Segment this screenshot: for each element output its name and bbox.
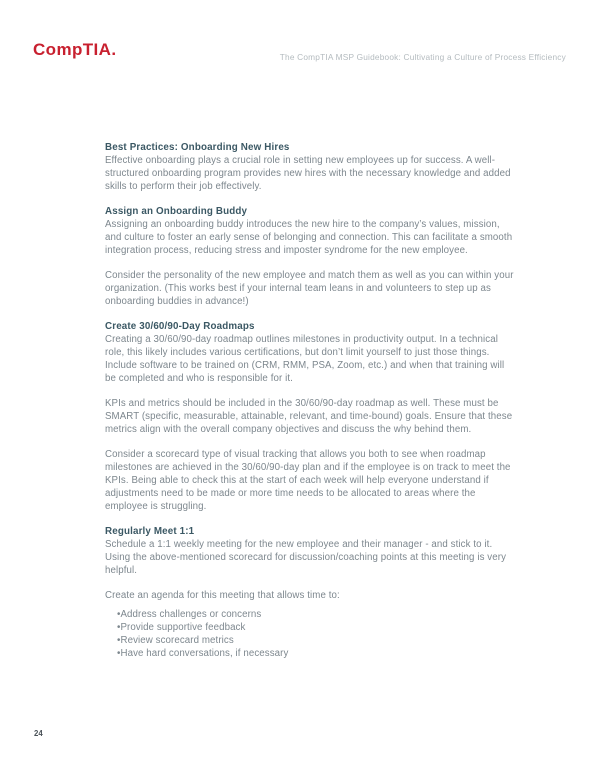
agenda-bullet-list [105, 608, 517, 660]
section-heading: Best Practices: Onboarding New Hires [105, 142, 290, 153]
section-best-practices [105, 141, 517, 193]
section-roadmaps [105, 320, 517, 513]
page-number: 24 [34, 729, 43, 738]
section-heading: Assign an Onboarding Buddy [105, 206, 248, 217]
document-header-title: The CompTIA MSP Guidebook: Cultivating a Culture of Process Efficiency [279, 52, 566, 62]
paragraph: Assigning an onboarding buddy introduces the new hire to the company’s values, mission, and culture to foster an early sense of belonging and connection. This can facilitate a smooth integration process, reducing stress and imposter syndrome for the new employee. [105, 219, 513, 256]
bullet-item: • Provide supportive feedback [117, 621, 517, 634]
paragraph: Create an agenda for this meeting that allows time to: [105, 590, 340, 601]
bullet-item: • Have hard conversations, if necessary [117, 647, 517, 660]
paragraph: Creating a 30/60/90-day roadmap outlines milestones in productivity output. In a technical role, this likely includes various certifications, but don’t limit yourself to just those things. Include software to be trained on (CRM, RMM, PSA, Zoom, etc.) and when that training will be completed and who is responsible for it. [105, 334, 505, 384]
paragraph: Effective onboarding plays a crucial role in setting new employees up for success. A well- structured onboarding program provides new hires with the necessary knowledge and added skills to perform their job effectively. [105, 155, 511, 192]
paragraph: Consider the personality of the new employee and match them as well as you can within your organization. (This works best if your internal team leans in and volunteers to step up as onboarding buddies in advance!) [105, 270, 514, 307]
paragraph: Schedule a 1:1 weekly meeting for the new employee and their manager - and stick to it. Using the above-mentioned scorecard for discussion/coaching points at this meeting is very helpful. [105, 539, 507, 576]
section-heading: Regularly Meet 1:1 [105, 526, 195, 537]
section-heading: Create 30/60/90-Day Roadmaps [105, 321, 255, 332]
section-onboarding-buddy [105, 205, 517, 308]
paragraph: KPIs and metrics should be included in the 30/60/90-day roadmap as well. These must be SMART (specific, measurable, attainable, relevant, and time-bound) goals. Ensure that these metrics align with the overall company objectives and discuss the why behind them. [105, 398, 513, 435]
paragraph: Consider a scorecard type of visual tracking that allows you both to see when roadmap milestones are achieved in the 30/60/90-day plan and if the employee is on track to meet the KPIs. Being able to check this at the start of each week will help everyone understand if adjustments need to be made or more time needs to be allocated to areas where the employee is struggling. [105, 449, 511, 512]
page-content [105, 141, 517, 672]
bullet-item: • Address challenges or concerns [117, 608, 517, 621]
section-regularly-meet [105, 525, 517, 660]
comptia-logo: CompTIA. [33, 40, 117, 59]
bullet-item: • Review scorecard metrics [117, 634, 517, 647]
